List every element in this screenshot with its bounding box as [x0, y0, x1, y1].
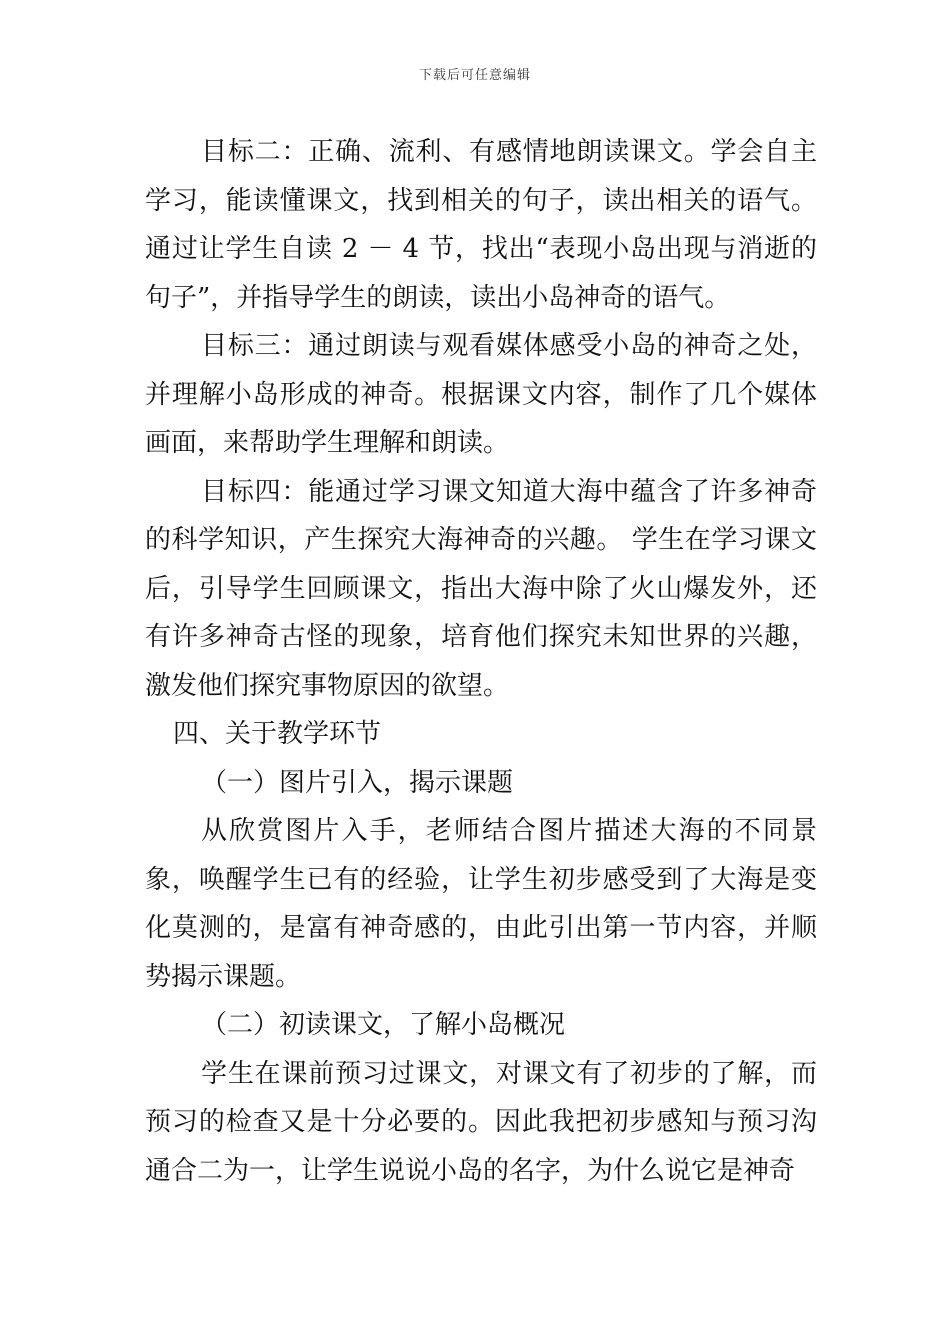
subheading-step-two: （二）初读课文，了解小岛概况: [201, 1010, 566, 1040]
document-body: [145, 128, 817, 1195]
page-header: 下载后可任意编辑: [418, 68, 531, 83]
paragraph-step-one: 从欣赏图片入手，老师结合图片描述大海的不同景象，唤醒学生已有的经验，让学生初步感受到了大海是变化莫测的，是富有神奇感的，由此引出第一节内容，并顺势揭示课题。: [145, 816, 817, 992]
paragraph-goal-three: 目标三：通过朗读与观看媒体感受小岛的神奇之处，并理解小岛形成的神奇。根据课文内容，制作了几个媒体画面，来帮助学生理解和朗读。: [145, 331, 817, 458]
section-heading-teaching-steps: 四、关于教学环节: [173, 719, 382, 749]
subheading-step-one: （一）图片引入，揭示课题: [201, 767, 514, 798]
paragraph-step-two: 学生在课前预习过课文，对课文有了初步的了解，而预习的检查又是十分必要的。因此我把初步感知与预习沟通合二为一，让学生说说小岛的名字，为什么说它是神奇: [145, 1058, 817, 1186]
paragraph-goal-two: 目标二：正确、流利、有感情地朗读课文。学会自主学习，能读懂课文，找到相关的句子，读出相关的语气。通过让学生自读 2 － 4 节，找出“表现小岛出现与消逝的句子”，并指导学生的朗读，读出小岛神奇的语气。: [145, 137, 817, 313]
paragraph-goal-four: 目标四：能通过学习课文知道大海中蕴含了许多神奇的科学知识，产生探究大海神奇的兴趣。 学生在学习课文后，引导学生回顾课文，指出大海中除了火山爆发外，还有许多神奇古怪的现象，培育他们探究未知世界的兴趣，激发他们探究事物原因的欲望。: [145, 476, 817, 701]
